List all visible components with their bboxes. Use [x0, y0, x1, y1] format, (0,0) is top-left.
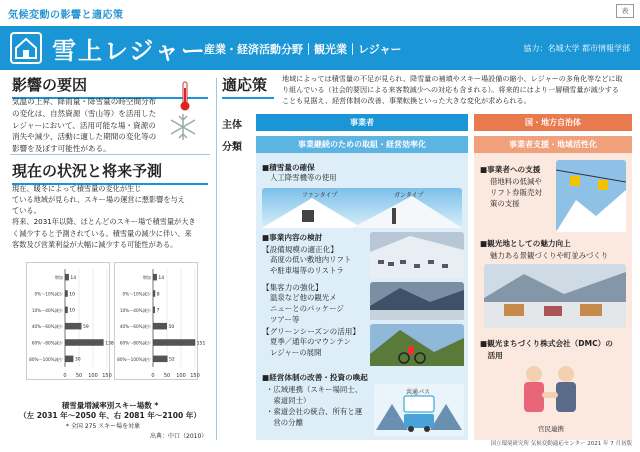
status-text	[12, 183, 210, 250]
snowflake-icon	[168, 112, 198, 146]
chart-source: 出典：中口（2010）	[150, 433, 208, 440]
mountain-bike-image	[370, 324, 464, 366]
parking-lot-image	[370, 232, 464, 278]
town-view-image	[484, 264, 626, 328]
equipment-heading: 【設備規模の適正化】	[262, 245, 338, 254]
adaptation-title: 適応策	[222, 74, 274, 99]
attract-text	[270, 292, 344, 325]
management-line: ・広域連携（スキー場同士、	[266, 385, 363, 394]
status-line: 客数及び営業利益が大幅に減少する可能性がある。	[12, 239, 178, 249]
snow-machine-image	[262, 188, 462, 228]
page-title: 雪上レジャー	[52, 37, 207, 65]
class-government: 事業者支援・地域活性化	[474, 136, 632, 153]
support-line: リフト券販売対	[490, 188, 542, 198]
data-label: 151	[196, 341, 206, 347]
bar	[153, 274, 157, 281]
data-label: 14	[70, 275, 77, 281]
dmc-heading: ■観光まちづくり株式会社（DMC）の	[480, 339, 613, 348]
status-title: 現在の状況と将来予測	[12, 160, 208, 185]
gondola-image	[556, 160, 626, 232]
attraction-text: 魅力ある景観づくりや町並みづくり	[490, 251, 609, 260]
hot-spring-image	[370, 282, 464, 320]
data-label: 10	[69, 308, 76, 314]
management-heading: ■経営体制の改善・投資の喚起	[262, 373, 368, 382]
data-label: 8	[156, 292, 160, 298]
green-season-line: 夏季／通年のマウンテン	[270, 337, 351, 346]
category-label: 増加	[54, 275, 63, 281]
divider	[10, 154, 210, 155]
green-season-line: レジャーの展開	[270, 348, 322, 358]
status-line: 将来、2031年以降、ほとんどのスキー場で積雪量が大き	[12, 217, 196, 227]
tick-label: 100	[88, 373, 98, 379]
adaptation-line: ことも見据え、経営体制の改善、事業転換といった大きな変化が求められる。	[282, 95, 531, 105]
bar	[153, 339, 195, 346]
status-line: 現在、暖冬によって積雪量の変化が生じ	[12, 184, 142, 193]
category-label: 60%〜80%減少	[119, 340, 151, 346]
data-label: 7	[156, 308, 160, 314]
tick-label: 0	[63, 373, 67, 379]
attract-line: ニューとのパッケージ	[270, 304, 344, 314]
category-label: 産業・経済活動分野｜観光業｜レジャー	[204, 43, 402, 56]
page-subtitle: 気候変動の影響と適応策	[8, 10, 124, 21]
chart-caption-line1: 積雪量増減率別スキー場数 *	[61, 401, 159, 410]
class-business: 事業継続のための取組・経営効率化	[256, 136, 468, 153]
data-label: 138	[105, 341, 114, 347]
actor-government: 国・地方自治体	[474, 114, 632, 131]
bar	[153, 356, 168, 363]
status-line: く減少すると予測されている。積雪量の減少に伴い、来	[12, 228, 192, 238]
chart-caption-line2: （左 2031 年〜2050 年、右 2081 年〜2100 年）	[19, 411, 201, 420]
management-line: 営の分離	[266, 418, 303, 428]
impact-line: の変化は、自然資源（雪山等）を活用した	[12, 108, 157, 118]
green-season-heading: 【グリーンシーズンの活用】	[262, 327, 360, 336]
bar	[65, 290, 68, 297]
data-label: 30	[74, 357, 81, 363]
management-line: ・索道会社の統合、所有と運	[266, 407, 363, 417]
category-label: 増加	[142, 275, 151, 281]
footer-credit: 国立環境研究所 気候変動適応センター 2021 年 7 月初版	[490, 441, 632, 447]
row-label-class: 分類	[222, 142, 242, 153]
tick-label: 50	[75, 373, 83, 379]
public-private-illustration	[514, 362, 586, 422]
green-season-text	[270, 336, 351, 358]
bar	[65, 307, 68, 314]
category-label: 10%〜40%減少	[31, 307, 63, 313]
category-label: 40%〜60%減少	[119, 324, 151, 330]
business-heading: ■事業内容の検討	[262, 233, 323, 242]
chart-note: * 全国 275 スキー場を対象	[66, 423, 141, 430]
tick-label: 0	[151, 373, 155, 379]
snow-heading: ■積雪量の確保	[262, 163, 315, 172]
support-line: 策の支援	[490, 199, 520, 209]
support-line: 借地料の低減や	[490, 177, 542, 186]
attraction-heading: ■観光地としての魅力向上	[480, 239, 571, 248]
status-line: ている地域が見られ、スキー場の運営に悪影響を与え	[12, 195, 185, 205]
equipment-text	[270, 254, 351, 276]
attract-heading: 【集客力の強化】	[262, 283, 323, 292]
ski-area-chart-2031-2050	[26, 262, 114, 380]
bar	[65, 323, 82, 330]
public-private-label: 官民連携	[538, 425, 564, 433]
data-label: 52	[169, 357, 175, 363]
category-label: 10%〜40%減少	[119, 307, 151, 313]
common-pass-label: 共通パス	[406, 389, 431, 396]
tick-label: 150	[190, 373, 200, 379]
page-tag: 表	[616, 4, 634, 18]
dmc-heading-2: 活用	[480, 351, 503, 360]
impact-line: 影響を及ぼす可能性がある。	[12, 144, 111, 154]
category-label: 60%〜80%減少	[31, 340, 63, 346]
snow-text: 人工降雪機等の使用	[270, 173, 337, 182]
adaptation-line: 地域によっては積雪量の不足が見られ、降雪量の補填やスキー場設備の縮小、レジャーの多角化等などに取	[282, 74, 623, 83]
status-line: ている。	[12, 206, 41, 216]
ski-area-chart-2081-2100	[114, 262, 206, 380]
equipment-line: 高度の低い敷地内リフト	[270, 255, 352, 264]
cooperation-label: 協力：名城大学 都市情報学部	[523, 44, 630, 53]
actor-business: 事業者	[256, 114, 468, 131]
house-icon	[10, 32, 42, 64]
management-text	[266, 384, 362, 428]
bar	[65, 356, 73, 363]
data-label: 59	[83, 324, 89, 330]
tick-label: 50	[163, 373, 171, 379]
row-label-actor: 主体	[222, 120, 242, 131]
support-heading: ■事業者への支援	[480, 165, 541, 174]
impact-line: レジャーにおいて、活用可能な場・資源の	[12, 120, 156, 130]
impact-line: 気温の上昇、降雨量・降雪量の時空間分布	[12, 97, 157, 106]
category-label: 0%〜10%減少	[122, 291, 151, 297]
adaptation-text	[282, 74, 632, 107]
bar	[153, 323, 167, 330]
category-label: 0%〜10%減少	[34, 291, 63, 297]
attract-line: 温泉など他の観光メ	[270, 293, 337, 302]
thermometer-icon	[178, 80, 192, 116]
category-label: 80%〜100%減少	[29, 356, 63, 362]
tick-label: 150	[102, 373, 112, 379]
data-label: 10	[69, 292, 76, 298]
category-label: 80%〜100%減少	[117, 356, 151, 362]
adaptation-line: り組んでいる（社会的要因による来客数減少への対応も含まれる）。将来的にはより一層積雪量が減少する	[282, 84, 619, 94]
fan-type-label: ファンタイプ	[302, 192, 338, 199]
impact-text	[12, 96, 162, 155]
support-text	[490, 176, 542, 209]
impact-title: 影響の要因	[12, 74, 208, 99]
data-label: 50	[168, 324, 175, 330]
column-divider	[216, 78, 217, 440]
tick-label: 100	[176, 373, 186, 379]
equipment-line: や駐車場等のリストラ	[270, 266, 344, 276]
bar	[65, 339, 104, 346]
attract-line: ツアー等	[270, 315, 300, 325]
category-label: 40%〜60%減少	[31, 324, 63, 330]
impact-line: 消失や減少、活動に適した期間の変化等の	[12, 132, 157, 142]
management-line: 索道同士）	[266, 396, 311, 406]
title-banner	[0, 26, 640, 70]
bar	[65, 274, 69, 281]
data-label: 14	[158, 275, 165, 281]
gun-type-label: ガンタイプ	[394, 192, 424, 199]
